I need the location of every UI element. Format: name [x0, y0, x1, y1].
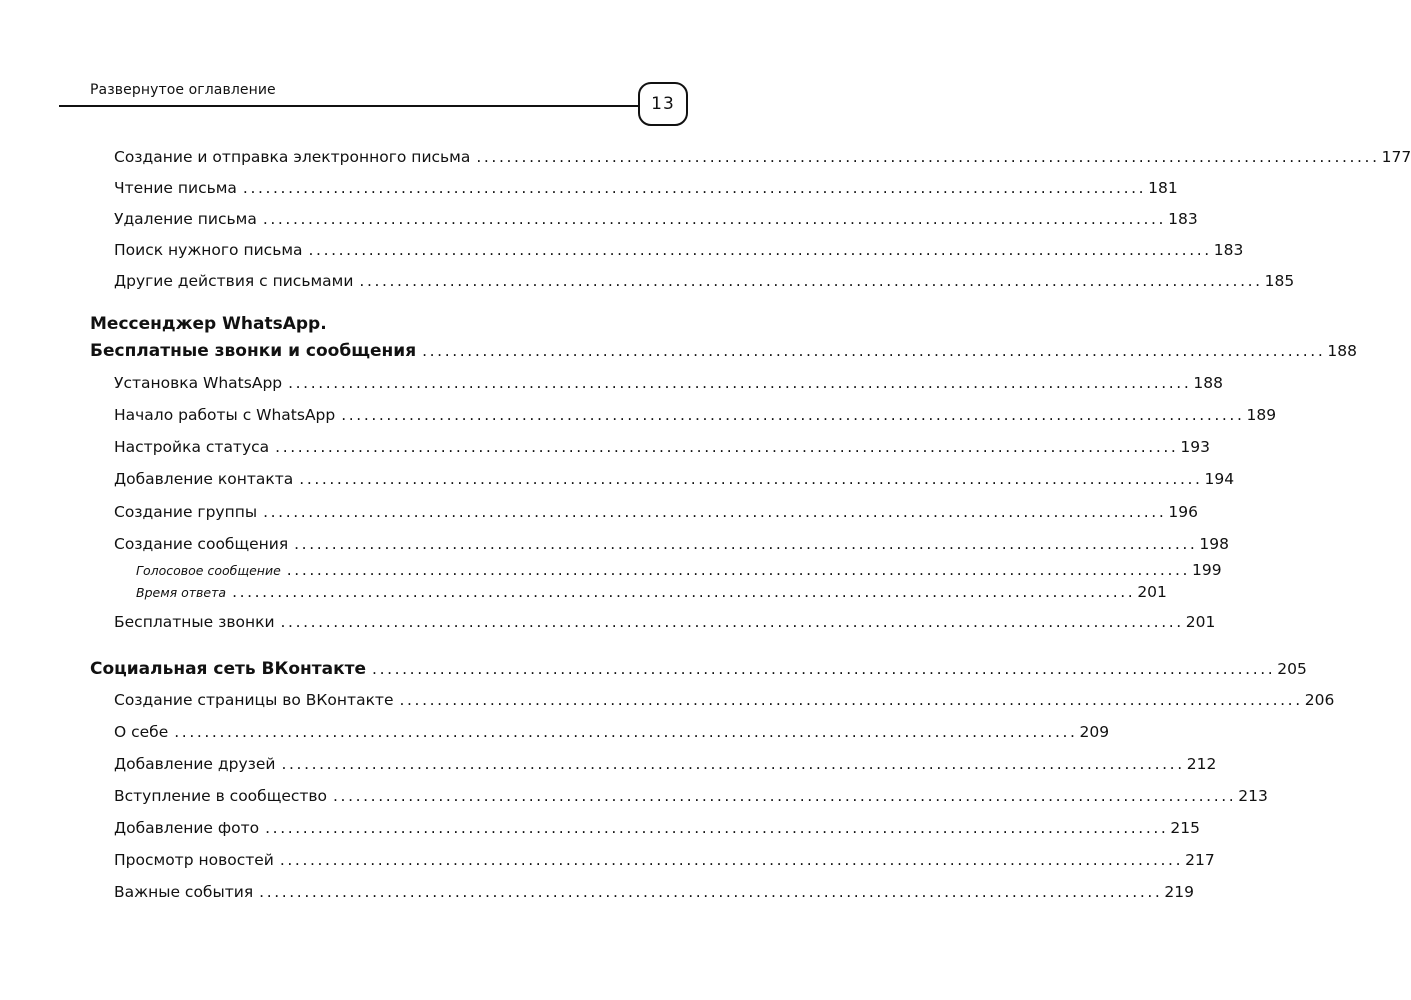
- toc-leader: ........................................................................................................................: [299, 470, 1203, 488]
- toc-entry-title: Удаление письма: [114, 210, 257, 228]
- toc-entry-page: 194: [1204, 470, 1235, 488]
- toc-entry-page: 217: [1185, 851, 1215, 869]
- toc-entry-title: Добавление фото: [114, 819, 260, 837]
- toc-leader: ........................................................................................................................: [308, 241, 1212, 259]
- toc-entry-title: Время ответа: [136, 585, 227, 600]
- toc-entry-title: Добавление друзей: [114, 755, 276, 773]
- toc-entry[interactable]: [114, 438, 1211, 456]
- toc-entry-page: 193: [1180, 438, 1211, 456]
- toc-entry-page: 213: [1238, 787, 1268, 805]
- toc-entry-title: Поиск нужного письма: [114, 241, 303, 259]
- toc-entry-page: 181: [1148, 179, 1178, 197]
- toc-entry[interactable]: [114, 613, 1216, 631]
- toc-entry-page: 219: [1164, 883, 1195, 901]
- toc-leader: ........................................................................................................................: [288, 374, 1192, 392]
- toc-section-page: 188: [1327, 342, 1357, 360]
- toc-entry-page: 209: [1079, 723, 1110, 741]
- toc-leader: ........................................................................................................................: [280, 613, 1184, 631]
- toc-entry-page: 201: [1137, 583, 1167, 601]
- toc-leader: ........................................................................................................................: [341, 406, 1245, 424]
- toc-leader: ........................................................................................................................: [275, 438, 1179, 456]
- toc-entry-page: 199: [1192, 561, 1222, 579]
- toc-section-title: Социальная сеть ВКонтакте: [90, 659, 367, 679]
- toc-entry[interactable]: [114, 535, 1229, 553]
- toc-entry[interactable]: [114, 179, 1178, 197]
- toc-entry-page: 188: [1193, 374, 1223, 392]
- toc-entry-title: Просмотр новостей: [114, 851, 274, 869]
- toc-entry-page: 215: [1170, 819, 1200, 837]
- toc-entry[interactable]: [114, 272, 1295, 290]
- toc-entry[interactable]: [114, 503, 1198, 521]
- toc-entry-title: Голосовое сообщение: [136, 563, 281, 578]
- toc-leader: ........................................................................................................................: [262, 210, 1167, 228]
- toc-entry-title: Создание и отправка электронного письма: [114, 148, 471, 166]
- toc-entry-title: Бесплатные звонки: [114, 613, 275, 631]
- toc-entry-page: 189: [1246, 406, 1277, 424]
- toc-subentry[interactable]: [136, 561, 1222, 579]
- toc-leader: ........................................................................................................................: [263, 503, 1167, 521]
- toc-entry[interactable]: [114, 241, 1244, 259]
- toc-entry-title: Вступление в сообщество: [114, 787, 328, 805]
- toc-entry[interactable]: [114, 883, 1195, 901]
- toc-entry-title: Создание сообщения: [114, 535, 289, 553]
- toc-entry-title: Настройка статуса: [114, 438, 270, 456]
- toc-entry-page: 183: [1213, 241, 1244, 259]
- toc-entry[interactable]: [114, 691, 1335, 709]
- toc-section-page: 205: [1277, 660, 1307, 678]
- toc-leader: ........................................................................................................................: [242, 179, 1147, 197]
- toc-entry-page: 196: [1168, 503, 1198, 521]
- toc-entry-page: 201: [1185, 613, 1216, 631]
- toc-entry-title: Чтение письма: [114, 179, 237, 197]
- toc-section-title-line1[interactable]: Мессенджер WhatsApp.: [90, 314, 327, 334]
- toc-section-entry[interactable]: [90, 659, 1307, 679]
- toc-entry-page: 206: [1304, 691, 1335, 709]
- toc-entry[interactable]: [114, 148, 1411, 166]
- toc-entry[interactable]: [114, 819, 1200, 837]
- toc-entry-page: 185: [1264, 272, 1295, 290]
- toc-entry-page: 177: [1381, 148, 1411, 166]
- toc-entry-page: 183: [1168, 210, 1198, 228]
- toc-section-entry[interactable]: [90, 341, 1357, 361]
- toc-entry[interactable]: [114, 851, 1215, 869]
- toc-leader: ........................................................................................................................: [422, 342, 1326, 360]
- toc-entry-title: Начало работы с WhatsApp: [114, 406, 336, 424]
- toc-entry-title: Создание страницы во ВКонтакте: [114, 691, 394, 709]
- toc-leader: ........................................................................................................................: [279, 851, 1184, 869]
- toc-leader: ........................................................................................................................: [294, 535, 1198, 553]
- page-number-badge: 13: [638, 82, 688, 126]
- running-header: Развернутое оглавление: [90, 82, 276, 98]
- toc-entry-page: 212: [1186, 755, 1217, 773]
- toc-entry-title: Другие действия с письмами: [114, 272, 354, 290]
- toc-entry[interactable]: [114, 787, 1268, 805]
- toc-entry[interactable]: [114, 755, 1217, 773]
- toc-entry-title: Установка WhatsApp: [114, 374, 283, 392]
- toc-leader: ........................................................................................................................: [372, 660, 1276, 678]
- toc-entry-title: Важные события: [114, 883, 254, 901]
- toc-entry[interactable]: [114, 470, 1235, 488]
- toc-entry-title: Добавление контакта: [114, 470, 294, 488]
- toc-entry[interactable]: [114, 406, 1277, 424]
- toc-entry-page: 198: [1199, 535, 1229, 553]
- toc-leader: ........................................................................................................................: [359, 272, 1263, 290]
- toc-entry[interactable]: [114, 374, 1223, 392]
- toc-leader: ........................................................................................................................: [174, 723, 1078, 741]
- toc-subentry[interactable]: [136, 583, 1167, 601]
- toc-entry[interactable]: [114, 210, 1198, 228]
- toc-section-title: Бесплатные звонки и сообщения: [90, 341, 417, 361]
- toc-leader: ........................................................................................................................: [259, 883, 1163, 901]
- toc-leader: ........................................................................................................................: [265, 819, 1169, 837]
- toc-leader: ........................................................................................................................: [399, 691, 1303, 709]
- toc-leader: ........................................................................................................................: [333, 787, 1237, 805]
- toc-entry[interactable]: [114, 723, 1110, 741]
- toc-leader: ........................................................................................................................: [281, 755, 1185, 773]
- toc-leader: ........................................................................................................................: [232, 583, 1136, 601]
- toc-entry-title: О себе: [114, 723, 169, 741]
- toc-leader: ........................................................................................................................: [286, 561, 1191, 579]
- toc-entry-title: Создание группы: [114, 503, 258, 521]
- toc-leader: ........................................................................................................................: [476, 148, 1380, 166]
